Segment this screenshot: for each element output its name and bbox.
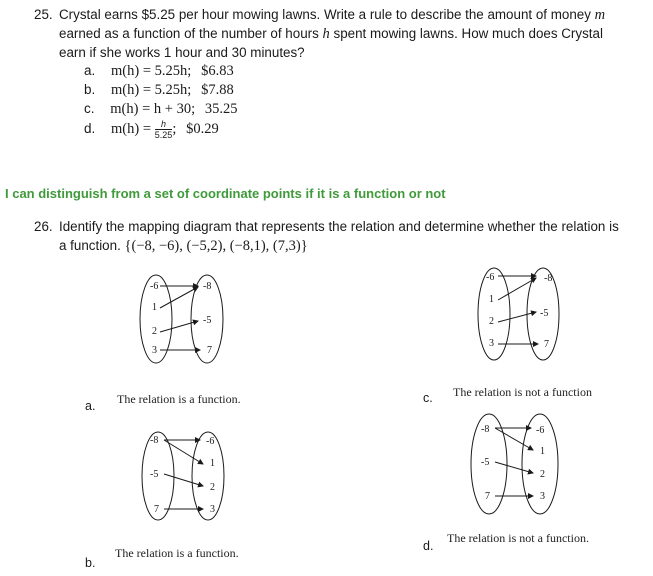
choice-d-caption: The relation is not a function. [447,531,589,545]
mapping-diagram-d[interactable] [463,406,573,524]
range-value: 3 [540,491,545,502]
domain-value: -5 [150,469,159,480]
q26-number: 26. [34,219,53,234]
q25-text-line2: earned as a function of the number of hours h spent mowing lawns. How much does Crystal [59,26,603,42]
q25-text-line1: Crystal earns $5.25 per hour mowing lawns. Write a rule to describe the amount of money m [59,7,606,23]
range-value: 1 [540,446,545,457]
choice-a-letter[interactable]: a. [85,399,96,413]
range-value: 3 [210,504,215,515]
domain-value: 7 [485,491,490,502]
mapping-diagram-a[interactable] [130,265,240,375]
domain-value: 2 [489,316,494,327]
range-value: 7 [207,345,212,356]
domain-value: -8 [150,435,159,446]
choice-c-letter[interactable]: c. [423,391,433,405]
range-value: -6 [206,436,215,447]
choice-c-caption: The relation is not a function [453,385,592,399]
range-value: 1 [210,458,215,469]
choice-a-caption: The relation is a function. [117,392,241,406]
mapping-arrow [498,312,536,322]
q25-option-c[interactable]: c. m(h) = h + 30; 35.25 [84,101,238,117]
mapping-arrow [495,428,533,450]
q25-option-d[interactable]: d. m(h) = $\frac{h}{5.25}$ ; $0.29 [84,119,219,140]
q25-option-b[interactable]: b. m(h) = 5.25h; $7.88 [84,82,234,98]
mapping-diagram-c[interactable] [470,262,580,372]
range-value: -8 [544,273,553,284]
mapping-arrow [495,462,533,473]
q26-text-line2: a function. {(−8, −6), (−5,2), (−8,1), (7,3)} [59,238,308,254]
q25-number: 25. [34,7,53,22]
mapping-arrow [160,321,198,332]
domain-value: 2 [152,326,157,337]
mapping-arrow [164,474,203,486]
range-value: 2 [210,482,215,493]
domain-value: 3 [489,338,494,349]
domain-value: -6 [486,272,495,283]
range-value: -6 [536,425,545,436]
learning-objective: I can distinguish from a set of coordinate points if it is a function or not [5,186,446,201]
domain-value: 1 [489,294,494,305]
mapping-arrow [498,278,536,300]
domain-value: 7 [154,504,159,515]
domain-value: -8 [481,424,490,435]
domain-value: 1 [152,302,157,313]
q25-text-line3: earn if she works 1 hour and 30 minutes? [59,45,305,60]
choice-b-letter[interactable]: b. [85,556,96,570]
range-value: 7 [544,339,549,350]
range-value: 2 [540,469,545,480]
domain-value: -6 [150,281,159,292]
mapping-diagram-b[interactable] [130,422,240,532]
range-value: -5 [203,315,212,326]
domain-value: 3 [152,345,157,356]
choice-d-letter[interactable]: d. [423,539,434,553]
range-value: -8 [203,281,212,292]
range-value: -5 [540,308,549,319]
choice-b-caption: The relation is a function. [115,546,239,560]
q25-option-a[interactable]: a. m(h) = 5.25h; $6.83 [84,63,234,79]
q26-text-line1: Identify the mapping diagram that represents the relation and determine whether the relation is [59,219,619,234]
fraction-h-over-5-25: $\frac{h}{5.25}$ [154,119,173,140]
domain-value: -5 [481,457,490,468]
